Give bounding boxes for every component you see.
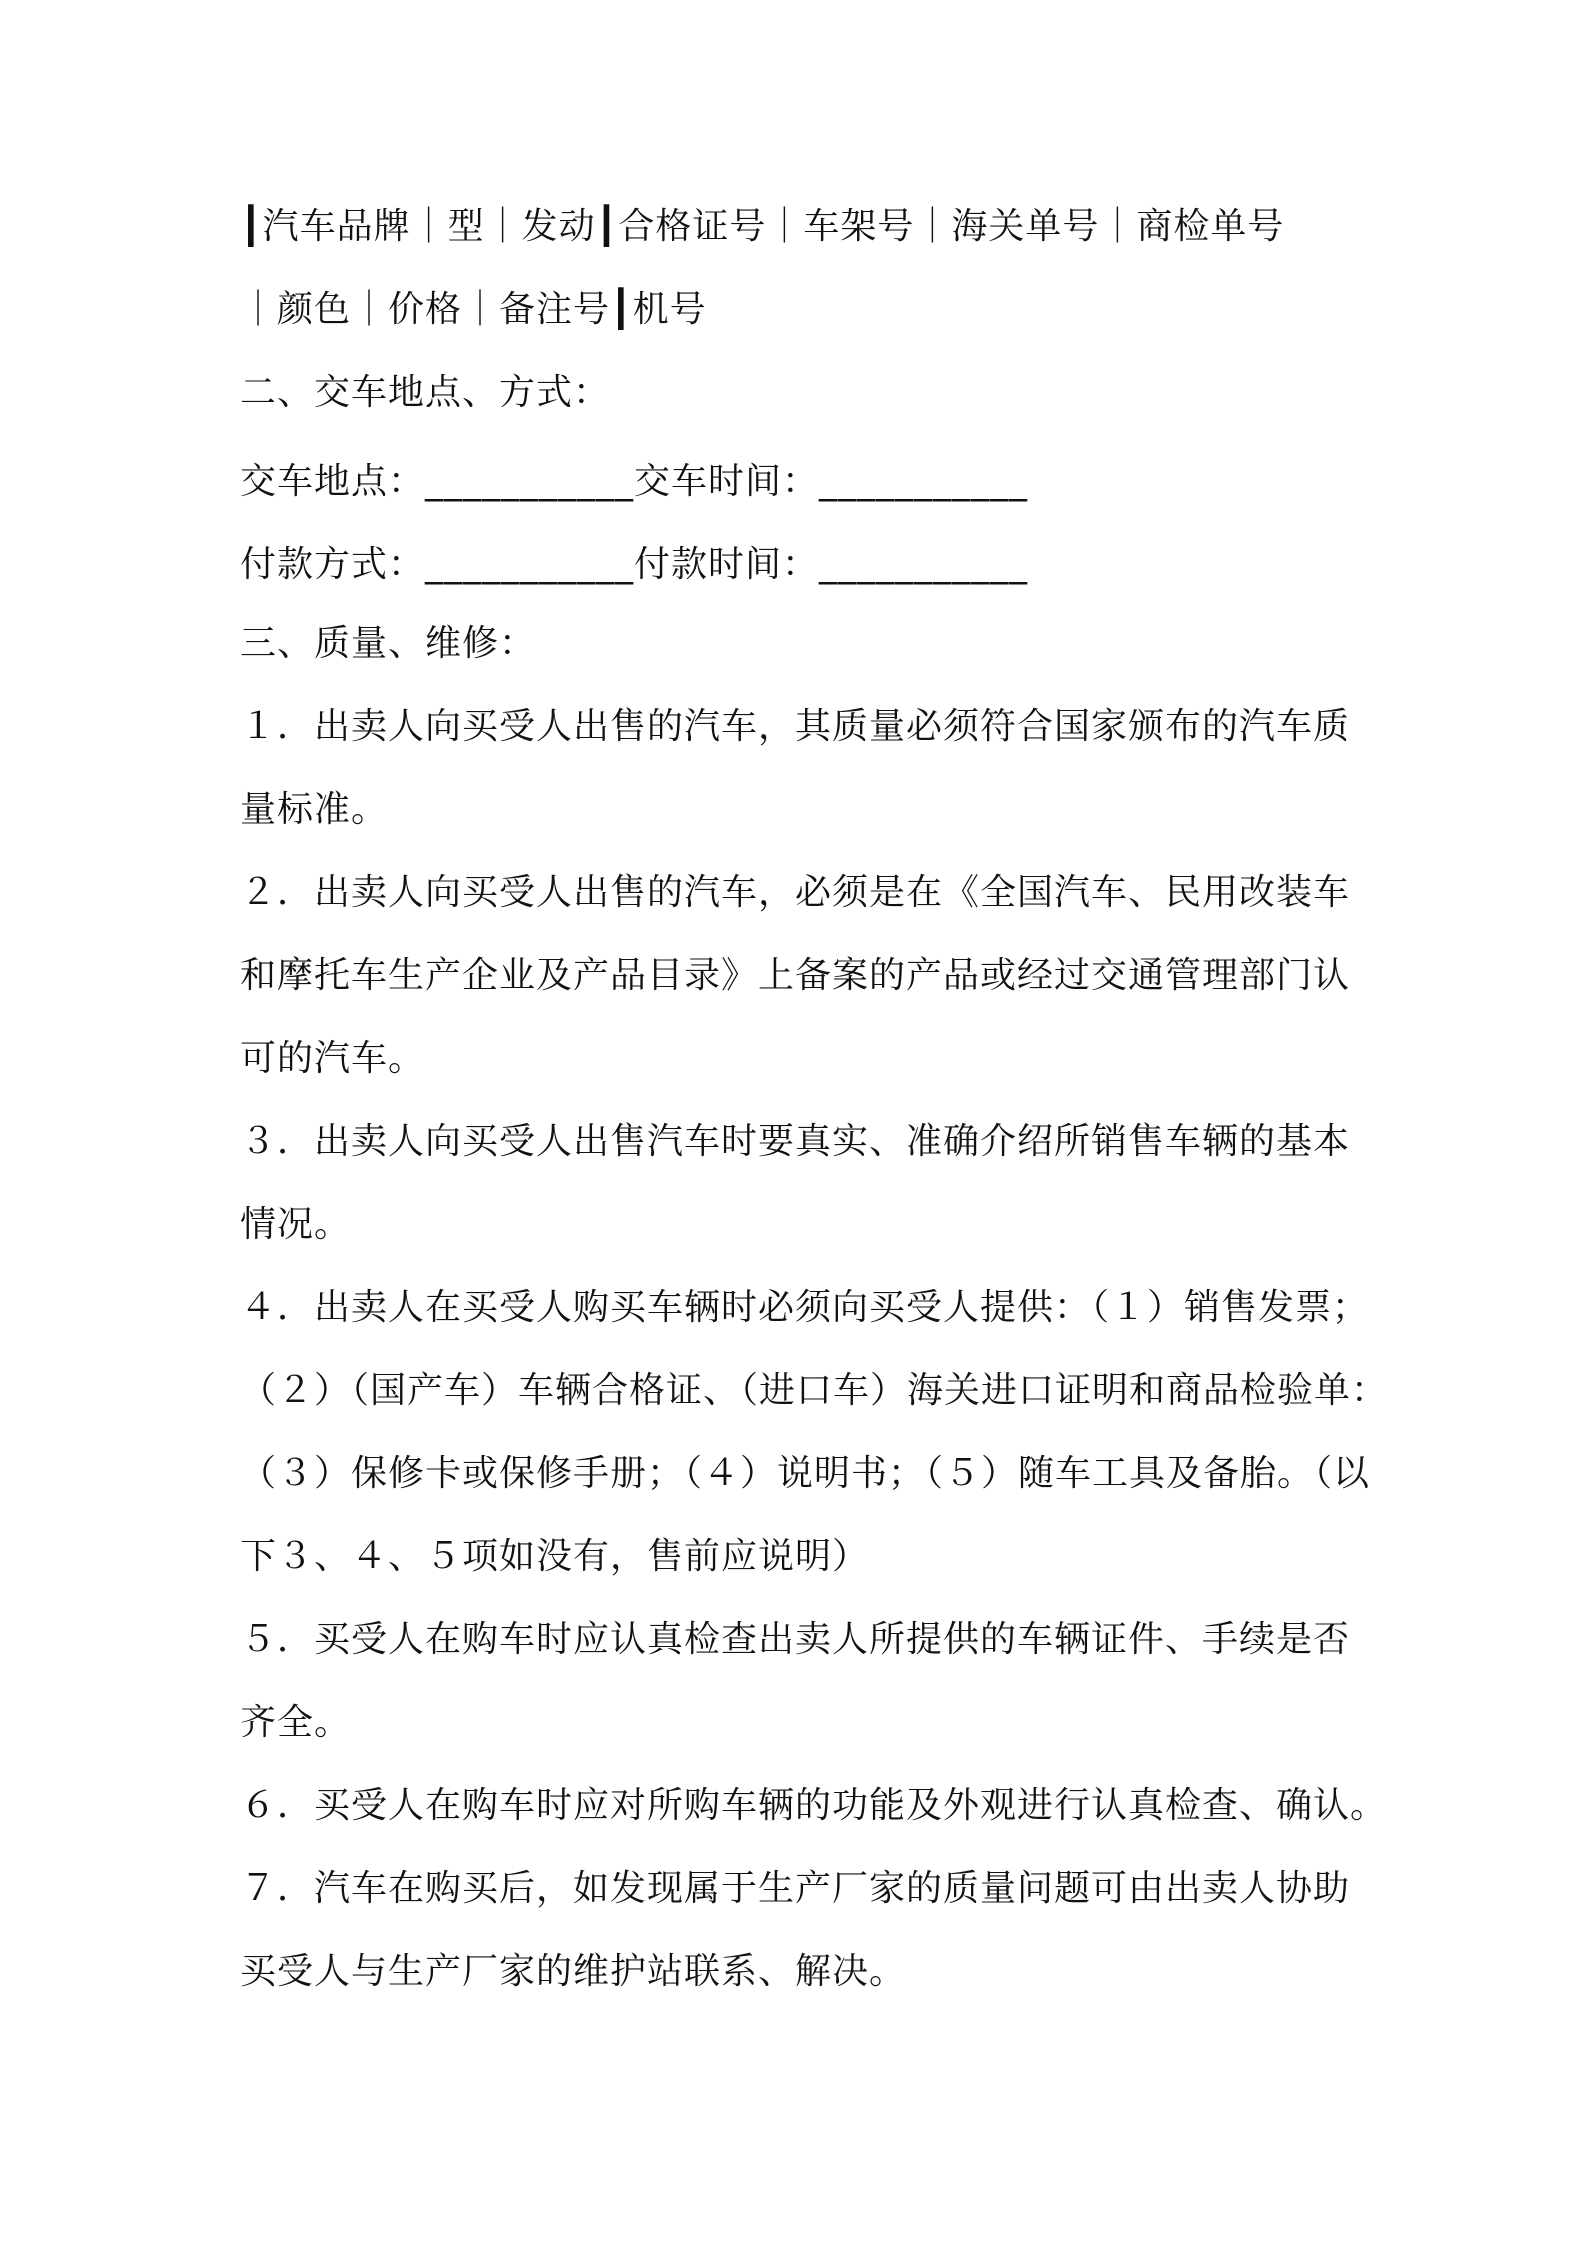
- item6-line-1: ６．买受人在购车时应对所购车辆的功能及外观进行认真检查、确认。: [240, 1785, 1388, 1826]
- item7-line-2: 买受人与生产厂家的维护站联系、解决。: [240, 1951, 907, 1992]
- delivery-place-time-line: 交车地点：___________交车时间：___________: [240, 461, 1029, 502]
- item2-line-3: 可的汽车。: [240, 1038, 426, 1079]
- item3-line-2: 情况。: [240, 1204, 352, 1245]
- item2-line-1: ２．出卖人向买受人出售的汽车，必须是在《全国汽车、民用改装车: [240, 872, 1351, 913]
- item1-line-1: １．出卖人向买受人出售的汽车，其质量必须符合国家颁布的汽车质: [240, 706, 1351, 747]
- payment-method-time-line: 付款方式：___________付款时间：___________: [240, 544, 1029, 585]
- item7-line-1: ７．汽车在购买后，如发现属于生产厂家的质量问题可由出卖人协助: [240, 1868, 1351, 1909]
- section3-heading: 三、质量、维修：: [240, 623, 537, 664]
- table-header-line-1: ┃汽车品牌｜型｜发动┃合格证号｜车架号｜海关单号｜商检单号: [240, 206, 1285, 247]
- section2-heading: 二、交车地点、方式：: [240, 372, 611, 413]
- item2-line-2: 和摩托车生产企业及产品目录》上备案的产品或经过交通管理部门认: [240, 955, 1351, 996]
- item5-line-1: ５．买受人在购车时应认真检查出卖人所提供的车辆证件、手续是否: [240, 1619, 1351, 1660]
- item4-line-3: （３）保修卡或保修手册；（４）说明书；（５）随车工具及备胎。（以: [240, 1453, 1371, 1494]
- item5-line-2: 齐全。: [240, 1702, 352, 1743]
- item4-line-4: 下３、４、５项如没有，售前应说明）: [240, 1536, 870, 1577]
- item1-line-2: 量标准。: [240, 789, 389, 830]
- item4-line-1: ４．出卖人在买受人购买车辆时必须向买受人提供：（１）销售发票；: [240, 1287, 1370, 1328]
- item3-line-1: ３．出卖人向买受人出售汽车时要真实、准确介绍所销售车辆的基本: [240, 1121, 1351, 1162]
- item4-line-2: （２）（国产车）车辆合格证、（进口车）海关进口证明和商品检验单：: [240, 1370, 1389, 1411]
- table-header-line-2: ｜颜色｜价格｜备注号┃机号: [240, 289, 707, 330]
